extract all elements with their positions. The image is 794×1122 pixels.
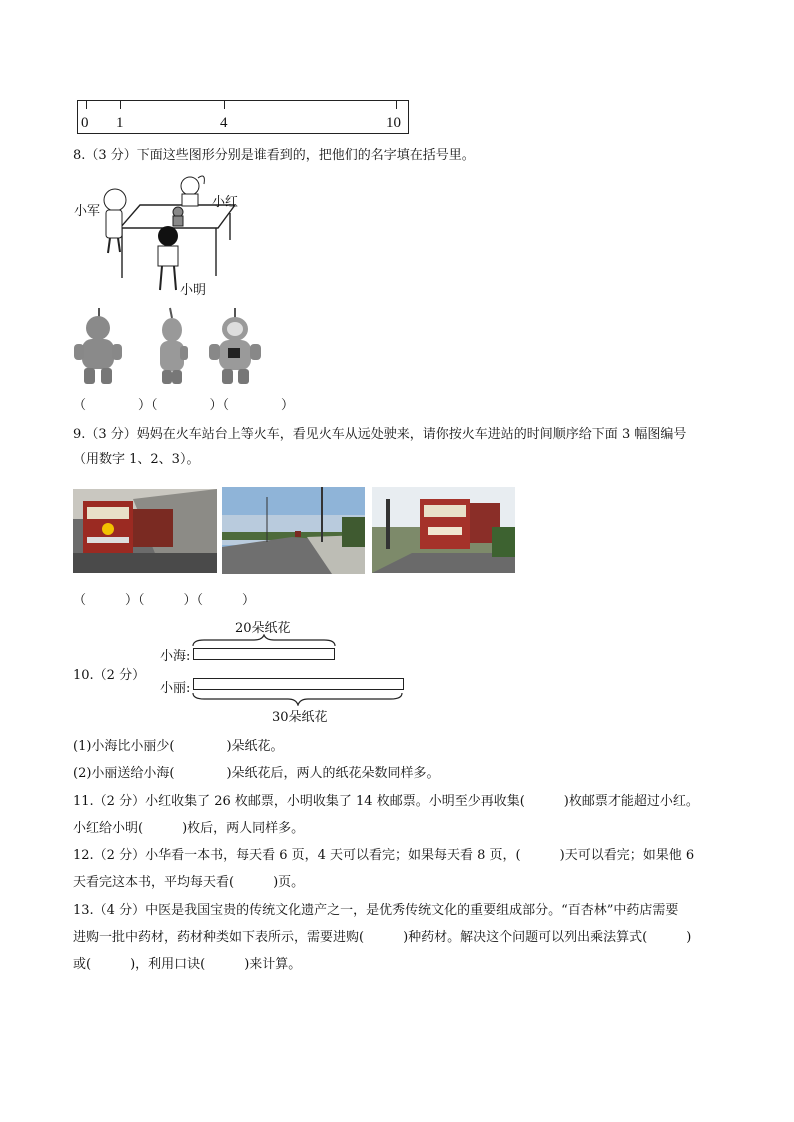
q10-bottom-label: 30朵纸花 — [272, 710, 328, 725]
top-brace — [192, 634, 336, 648]
tick-0 — [86, 101, 87, 109]
name-xiaohong: 小红 — [212, 195, 239, 210]
q13-line2: 进购一批中药材，药材种类如下表所示，需要进购( )种药材。解决这个问题可以列出乘法算式( ) — [73, 930, 692, 945]
q12-line1: 12.（2 分）小华看一本书，每天看 6 页，4 天可以看完；如果每天看 8 页，( )天可以看完；如果他 6 — [73, 848, 695, 863]
train-photo-2 — [222, 487, 365, 574]
q13-line1: 13.（4 分）中医是我国宝贵的传统文化遗产之一，是优秀传统文化的重要组成部分。“百杏林”中药店需要 — [73, 903, 679, 918]
tick-label-10: 10 — [386, 115, 401, 131]
bar-xiaohai — [193, 648, 335, 660]
q9-header-continued: （用数字 1、2、3）。 — [73, 452, 200, 467]
q12-line2: 天看完这本书，平均每天看( )页。 — [73, 875, 305, 890]
label-xiaohai: 小海: — [160, 649, 191, 664]
q10-sub2: (2)小丽送给小海( )朵纸花后，两人的纸花朵数同样多。 — [73, 766, 440, 781]
q10-top-label: 20朵纸花 — [235, 621, 291, 636]
number-line — [77, 100, 409, 134]
q13-line3: 或( )，利用口诀( )来计算。 — [73, 957, 302, 972]
q10-sub1: (1)小海比小丽少( )朵纸花。 — [73, 739, 284, 754]
tick-10 — [396, 101, 397, 109]
q9-header: 9.（3 分）妈妈在火车站台上等火车，看见火车从远处驶来，请你按火车进站的时间顺序给下面 3 幅图编号 — [73, 427, 687, 442]
q11-line1: 11.（2 分）小红收集了 26 枚邮票，小明收集了 14 枚邮票。小明至少再收集( )枚邮票才能超过小红。 — [73, 794, 699, 809]
q11-line2: 小红给小明( )枚后，两人同样多。 — [73, 821, 305, 836]
toy-back-view — [74, 308, 122, 384]
name-xiaojun: 小军 — [74, 204, 101, 219]
bottom-brace — [192, 692, 404, 706]
name-xiaoming: 小明 — [180, 283, 207, 298]
q8-view-images — [72, 306, 277, 388]
toy-side-view — [160, 308, 188, 384]
tick-4 — [224, 101, 225, 109]
label-xiaoli: 小丽: — [160, 681, 191, 696]
toy-front-view — [209, 308, 261, 384]
q8-scene-illustration — [70, 168, 250, 298]
tick-label-4: 4 — [220, 115, 228, 131]
q8-answer-blanks[interactable]: （ ）（ ）（ ） — [73, 398, 295, 413]
q9-answer-blanks[interactable]: （ ）（ ）（ ） — [73, 593, 256, 608]
tick-label-0: 0 — [81, 115, 89, 131]
tick-label-1: 1 — [116, 115, 124, 131]
train-photo-3 — [372, 487, 515, 573]
q10-number: 10.（2 分） — [73, 668, 146, 683]
bar-xiaoli — [193, 678, 404, 690]
train-photo-1 — [73, 489, 217, 573]
tick-1 — [120, 101, 121, 109]
q8-header: 8.（3 分）下面这些图形分别是谁看到的，把他们的名字填在括号里。 — [73, 148, 475, 163]
